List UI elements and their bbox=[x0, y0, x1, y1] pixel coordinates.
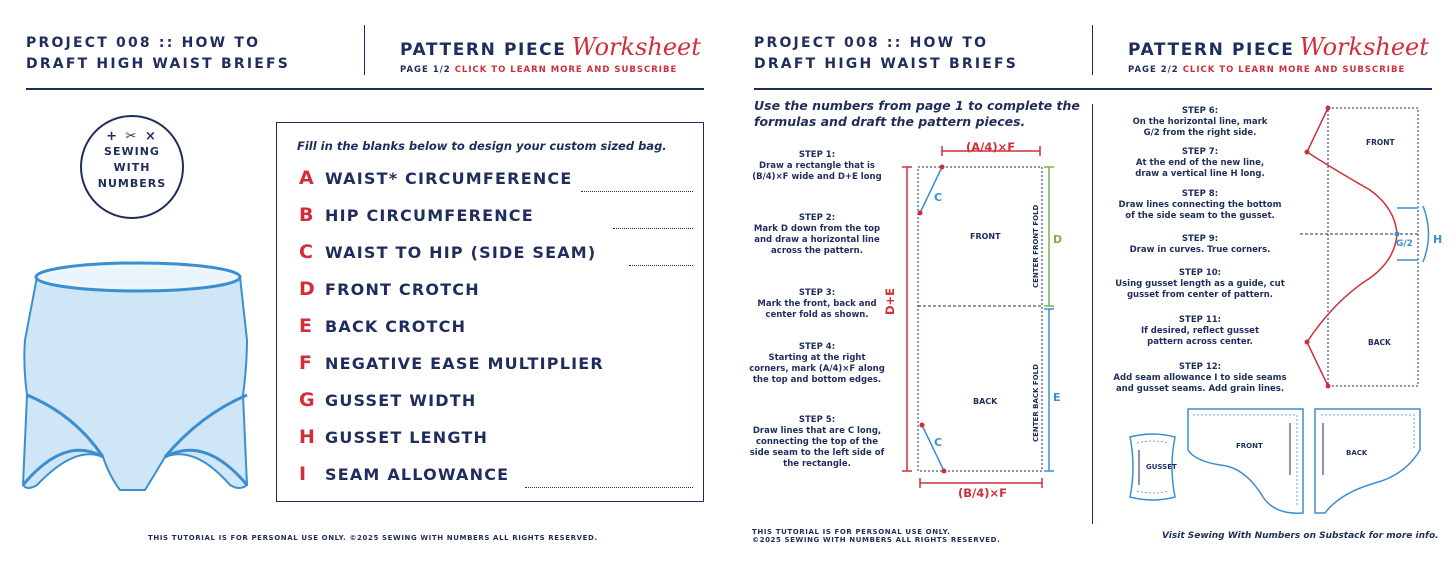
c-bottom-label: C bbox=[934, 436, 943, 449]
logo-line-3: NUMBERS bbox=[97, 177, 167, 190]
fill-in-box bbox=[276, 122, 704, 502]
right-worksheet-header bbox=[1128, 33, 1429, 61]
measurement-letter: I bbox=[299, 463, 307, 485]
right-project-title bbox=[754, 33, 1018, 75]
left-project-title-line1: PROJECT 008 :: HOW TO bbox=[26, 35, 261, 51]
h-label: H bbox=[1433, 233, 1443, 246]
bottom-dimension-label: (B/4)×F bbox=[958, 486, 1007, 500]
e-label: E bbox=[1053, 391, 1061, 404]
blank-b[interactable] bbox=[613, 228, 693, 229]
pattern-pieces bbox=[1125, 405, 1445, 517]
back-piece-label: BACK bbox=[1346, 449, 1368, 457]
step-10: STEP 10: Using gusset length as a guide, cut gusset from center of pattern. bbox=[1115, 268, 1285, 300]
step-2: STEP 2: Mark D down from the top and draw a horizontal line across the pattern. bbox=[753, 213, 881, 256]
measurement-row-i bbox=[299, 463, 604, 500]
right-subscribe-link[interactable]: CLICK TO LEARN MORE AND SUBSCRIBE bbox=[1182, 65, 1406, 75]
right-project-title-line1: PROJECT 008 :: HOW TO bbox=[754, 35, 989, 51]
right-header-rule bbox=[754, 88, 1432, 90]
blank-c[interactable] bbox=[629, 265, 693, 266]
measurement-letter: G bbox=[299, 389, 315, 411]
step-7: STEP 7: At the end of the new line, draw a vertical line H long. bbox=[1135, 147, 1265, 179]
step-5: STEP 5: Draw lines that are C long, connecting the top of the side seam to the left side of the rectangle. bbox=[749, 415, 885, 469]
step-3: STEP 3: Mark the front, back and center fold as shown. bbox=[757, 288, 877, 320]
right-header-divider bbox=[1092, 25, 1093, 75]
shaped-back-label: BACK bbox=[1368, 338, 1391, 347]
right-project-title-line2: DRAFT HIGH WAIST BRIEFS bbox=[754, 56, 1019, 72]
measurement-letter: E bbox=[299, 315, 312, 337]
top-dimension-label: (A/4)×F bbox=[966, 140, 1016, 154]
measurement-label: BACK CROTCH bbox=[325, 317, 467, 336]
measurement-row-c bbox=[299, 241, 604, 278]
measurement-label: HIP CIRCUMFERENCE bbox=[325, 206, 534, 225]
left-subscribe-link[interactable]: CLICK TO LEARN MORE AND SUBSCRIBE bbox=[454, 65, 678, 75]
left-pattern-piece-title: PATTERN PIECE bbox=[400, 40, 567, 60]
briefs-illustration bbox=[15, 245, 255, 500]
right-pattern-piece-title: PATTERN PIECE bbox=[1128, 40, 1295, 60]
measurement-letter: D bbox=[299, 278, 315, 300]
measurement-label: WAIST TO HIP (SIDE SEAM) bbox=[325, 243, 597, 262]
measurement-label: GUSSET LENGTH bbox=[325, 428, 489, 447]
measurement-label: NEGATIVE EASE MULTIPLIER bbox=[325, 354, 604, 373]
front-piece-label: FRONT bbox=[1236, 442, 1263, 450]
right-footer-line2: ©2025 SEWING WITH NUMBERS ALL RIGHTS RESERVED. bbox=[752, 536, 1001, 544]
center-back-fold-label: CENTER BACK FOLD bbox=[1032, 364, 1040, 442]
logo-line-2: WITH bbox=[113, 161, 151, 174]
rectangle-diagram bbox=[890, 135, 1080, 505]
left-worksheet-script: Worksheet bbox=[571, 33, 701, 61]
c-top-label: C bbox=[934, 191, 943, 204]
logo-symbols: + ✂ × bbox=[106, 129, 158, 144]
left-dimension-label: D+E bbox=[883, 287, 897, 315]
left-footer: THIS TUTORIAL IS FOR PERSONAL USE ONLY. ©2025 SEWING WITH NUMBERS ALL RIGHTS RESERVED. bbox=[148, 534, 598, 542]
front-label: FRONT bbox=[970, 232, 1001, 241]
measurement-label: GUSSET WIDTH bbox=[325, 391, 477, 410]
measurement-letter: H bbox=[299, 426, 315, 448]
gusset-piece-label: GUSSET bbox=[1146, 463, 1177, 471]
center-front-fold-label: CENTER FRONT FOLD bbox=[1032, 204, 1040, 288]
step-1: STEP 1: Draw a rectangle that is (B/4)×F wide and D+E long bbox=[752, 150, 882, 182]
step-11: STEP 11: If desired, reflect gusset pattern across center. bbox=[1140, 315, 1260, 347]
left-page-number: PAGE 1/2 bbox=[400, 65, 451, 75]
measurement-row-b bbox=[299, 204, 604, 241]
measurement-row-d bbox=[299, 278, 604, 315]
step-6: STEP 6: On the horizontal line, mark G/2 from the right side. bbox=[1132, 106, 1268, 138]
right-footer bbox=[752, 528, 1000, 544]
right-body-divider bbox=[1092, 104, 1093, 524]
measurement-row-a bbox=[299, 167, 604, 204]
sewing-with-numbers-logo bbox=[80, 115, 184, 219]
right-page-line bbox=[1128, 65, 1405, 75]
visit-substack-link[interactable]: Visit Sewing With Numbers on Substack for more info. bbox=[1162, 531, 1439, 541]
measurement-label: WAIST* CIRCUMFERENCE bbox=[325, 169, 573, 188]
measurement-label: FRONT CROTCH bbox=[325, 280, 480, 299]
right-intro-line1: Use the numbers from page 1 to complete the bbox=[754, 98, 1080, 113]
logo-line-1: SEWING bbox=[104, 145, 160, 158]
back-label: BACK bbox=[973, 397, 998, 406]
step-8: STEP 8: Draw lines connecting the bottom of the side seam to the gusset. bbox=[1118, 189, 1282, 221]
blank-a[interactable] bbox=[581, 191, 693, 192]
right-page-number: PAGE 2/2 bbox=[1128, 65, 1179, 75]
right-intro bbox=[754, 98, 1080, 130]
measurement-row-e bbox=[299, 315, 604, 352]
measurement-row-g bbox=[299, 389, 604, 426]
measurement-letter: B bbox=[299, 204, 314, 226]
measurement-letter: A bbox=[299, 167, 314, 189]
measurement-letter: F bbox=[299, 352, 312, 374]
left-worksheet-header bbox=[400, 33, 701, 61]
left-page-line bbox=[400, 65, 677, 75]
g2-label: G/2 bbox=[1396, 239, 1413, 249]
right-worksheet-script: Worksheet bbox=[1299, 33, 1429, 61]
blank-i[interactable] bbox=[525, 487, 693, 488]
measurement-row-h bbox=[299, 426, 604, 463]
right-intro-line2: formulas and draft the pattern pieces. bbox=[754, 114, 1026, 129]
left-header-rule bbox=[26, 88, 704, 90]
left-project-title-line2: DRAFT HIGH WAIST BRIEFS bbox=[26, 56, 291, 72]
shaped-front-label: FRONT bbox=[1366, 138, 1395, 147]
measurement-label: SEAM ALLOWANCE bbox=[325, 465, 510, 484]
left-project-title bbox=[26, 33, 290, 75]
left-header-divider bbox=[364, 25, 365, 75]
step-12: STEP 12: Add seam allowance I to side seams and gusset seams. Add grain lines. bbox=[1113, 362, 1287, 394]
step-9: STEP 9: Draw in curves. True corners. bbox=[1129, 234, 1271, 255]
measurement-row-f bbox=[299, 352, 604, 389]
right-footer-line1: THIS TUTORIAL IS FOR PERSONAL USE ONLY. bbox=[752, 528, 951, 536]
step-4: STEP 4: Starting at the right corners, mark (A/4)×F along the top and bottom edges. bbox=[749, 342, 885, 385]
d-label: D bbox=[1053, 233, 1063, 246]
measurement-letter: C bbox=[299, 241, 313, 263]
fill-in-instructions: Fill in the blanks below to design your custom sized bag. bbox=[297, 139, 667, 153]
